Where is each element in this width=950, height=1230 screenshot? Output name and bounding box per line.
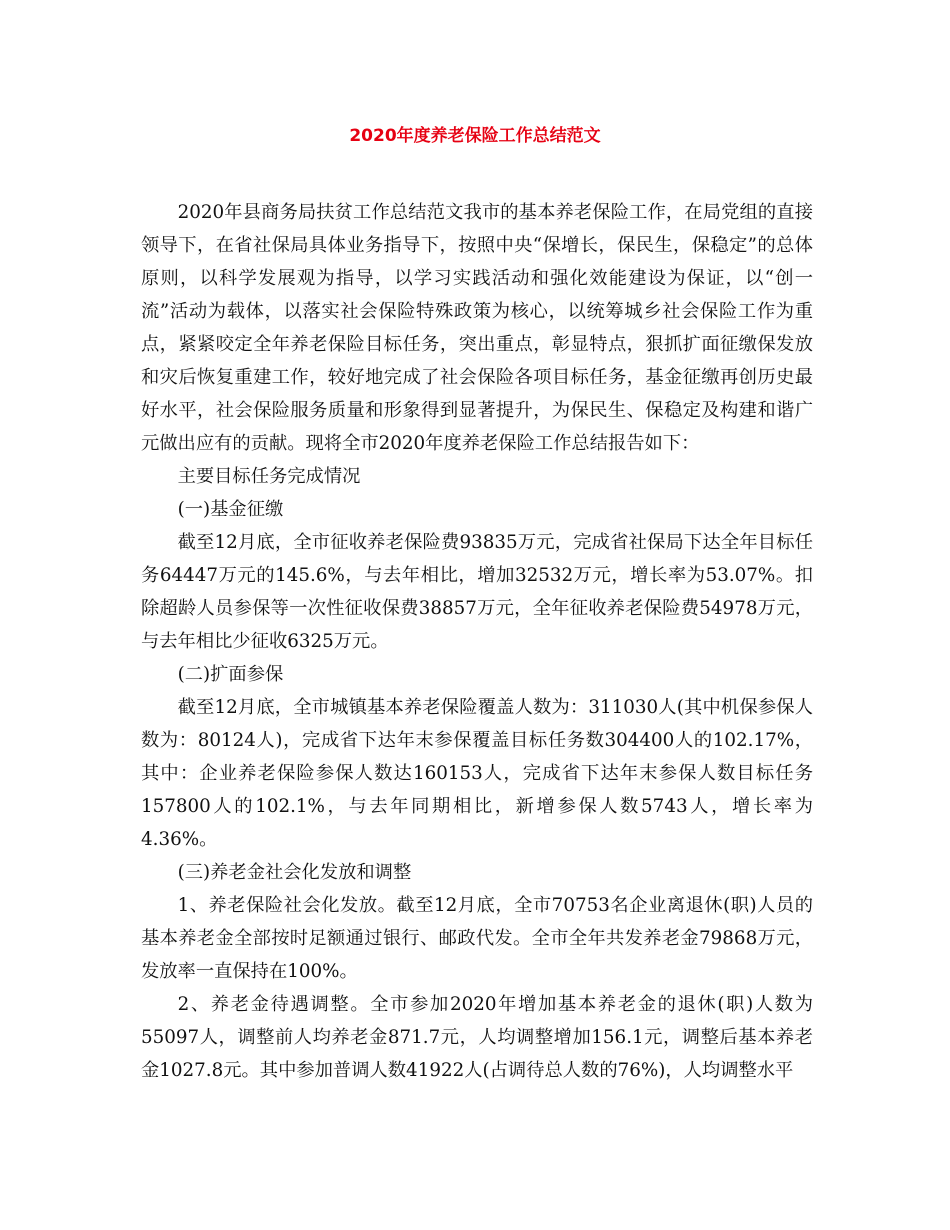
document-body [141, 196, 813, 1087]
pension-adjustment-paragraph: 2、养老金待遇调整。全市参加2020年增加基本养老金的退休(职)人数为55097人，调整前人均养老金871.7元，人均调整增加156.1元，调整后基本养老金1027.8元。其中参加普调人数41922人(占调待总人数的76%)，人均调整水平 [141, 994, 813, 1081]
section-heading-main-tasks: 主要目标任务完成情况 [177, 466, 361, 487]
subsection-heading-coverage-expansion: (二)扩面参保 [177, 664, 284, 685]
fund-collection-paragraph: 截至12月底，全市征收养老保险费93835万元，完成省社保局下达全年目标任务64447万元的145.6%，与去年相比，增加32532万元，增长率为53.07%。扣除超龄人员参保等一次性征收保费38857万元，全年征收养老保险费54978万元，与去年相比少征收6325万元。 [141, 532, 813, 652]
pension-payment-paragraph: 1、养老保险社会化发放。截至12月底，全市70753名企业离退休(职)人员的基本养老金全部按时足额通过银行、邮政代发。全市全年共发养老金79868万元，发放率一直保持在100%。 [141, 895, 813, 982]
coverage-expansion-paragraph: 截至12月底，全市城镇基本养老保险覆盖人数为：311030人(其中机保参保人数为：80124人)，完成省下达年末参保覆盖目标任务数304400人的102.17%，其中：企业养老保险参保人数达160153人，完成省下达年末参保人数目标任务157800人的102.1%，与去年同期相比，新增参保人数5743人，增长率为4.36%。 [141, 697, 813, 850]
document-title: 2020年度养老保险工作总结范文 [349, 126, 601, 146]
subsection-heading-fund-collection: (一)基金征缴 [177, 499, 284, 520]
intro-paragraph: 2020年县商务局扶贫工作总结范文我市的基本养老保险工作，在局党组的直接领导下，在省社保局具体业务指导下，按照中央“保增长，保民生，保稳定”的总体原则，以科学发展观为指导，以学习实践活动和强化效能建设为保证，以“创一流”活动为载体，以落实社会保险特殊政策为核心，以统筹城乡社会保险工作为重点，紧紧咬定全年养老保险目标任务，突出重点，彰显特点，狠抓扩面征缴保发放和灾后恢复重建工作，较好地完成了社会保险各项目标任务，基金征缴再创历史最好水平，社会保险服务质量和形象得到显著提升，为保民生、保稳定及构建和谐广元做出应有的贡献。现将全市2020年度养老保险工作总结报告如下： [141, 202, 813, 454]
subsection-heading-pension-payment: (三)养老金社会化发放和调整 [177, 862, 412, 883]
